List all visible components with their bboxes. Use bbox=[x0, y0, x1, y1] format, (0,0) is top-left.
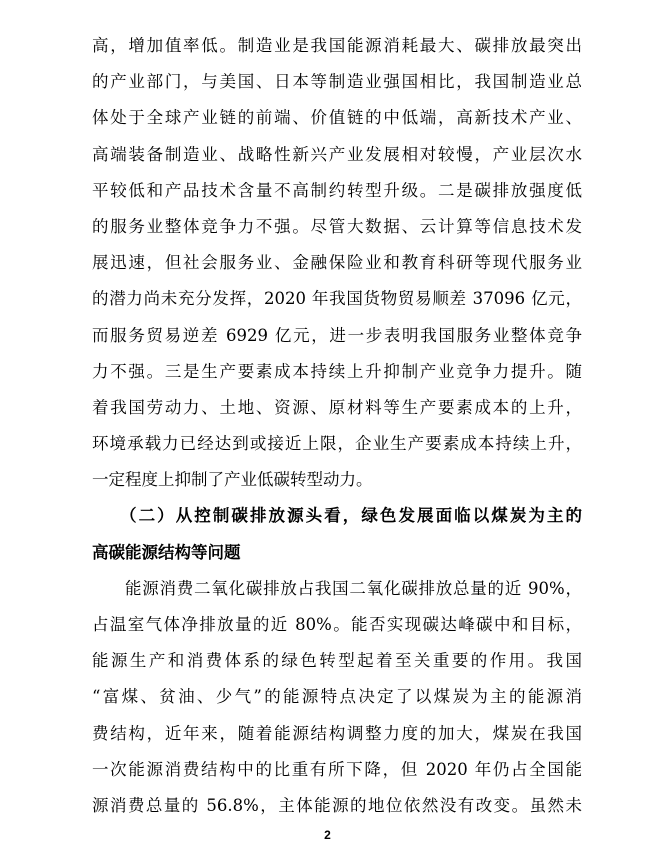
text-line: 环境承载力已经达到或接近上限，企业生产要素成本持续上升， bbox=[92, 434, 582, 454]
text-line: 占温室气体净排放量的近 80%。能否实现碳达峰碳中和目标， bbox=[92, 615, 582, 634]
text-line: 一次能源消费结构中的比重有所下降，但 2020 年仍占全国能 bbox=[92, 759, 582, 779]
text-line: 展迅速，但社会服务业、金融保险业和教育科研等现代服务业 bbox=[92, 253, 582, 273]
document-body bbox=[92, 28, 582, 824]
section-heading bbox=[92, 498, 582, 570]
text-line: 一定程度上抑制了产业低碳转型动力。 bbox=[92, 470, 373, 490]
text-line: 的产业部门，与美国、日本等制造业强国相比，我国制造业总 bbox=[92, 72, 582, 92]
paragraph bbox=[92, 28, 582, 498]
text-line: 着我国劳动力、土地、资源、原材料等生产要素成本的上升， bbox=[92, 397, 582, 417]
text-line: 的服务业整体竞争力不强。尽管大数据、云计算等信息技术发 bbox=[92, 216, 582, 236]
text-line: 能源消费二氧化碳排放占我国二氧化碳排放总量的近 90%， bbox=[125, 578, 582, 598]
heading-line: 高碳能源结构等问题 bbox=[92, 542, 241, 562]
text-line: 而服务贸易逆差 6929 亿元，进一步表明我国服务业整体竞争 bbox=[92, 325, 582, 345]
text-line: 的潜力尚未充分发挥，2020 年我国货物贸易顺差 37096 亿元， bbox=[92, 289, 582, 309]
text-line: 力不强。三是生产要素成本持续上升抑制产业竞争力提升。随 bbox=[92, 361, 582, 381]
heading-line: （二）从控制碳排放源头看，绿色发展面临以煤炭为主的 bbox=[120, 506, 582, 526]
text-line: 高，增加值率低。制造业是我国能源消耗最大、碳排放最突出 bbox=[92, 36, 582, 55]
text-line: 平较低和产品技术含量不高制约转型升级。二是碳排放强度低 bbox=[92, 180, 582, 200]
text-line: 能源生产和消费体系的绿色转型起着至关重要的作用。我国 bbox=[92, 651, 582, 671]
text-line: “富煤、贫油、少气”的能源特点决定了以煤炭为主的能源消 bbox=[92, 687, 582, 707]
text-line: 体处于全球产业链的前端、价值链的中低端，高新技术产业、 bbox=[92, 108, 582, 128]
paragraph bbox=[92, 571, 582, 824]
text-line: 费结构，近年来，随着能源结构调整力度的加大，煤炭在我国 bbox=[92, 723, 582, 743]
page-number: 2 bbox=[324, 828, 331, 842]
text-line: 源消费总量的 56.8%，主体能源的地位依然没有改变。虽然未 bbox=[92, 795, 582, 815]
text-line: 高端装备制造业、战略性新兴产业发展相对较慢，产业层次水 bbox=[92, 144, 582, 164]
